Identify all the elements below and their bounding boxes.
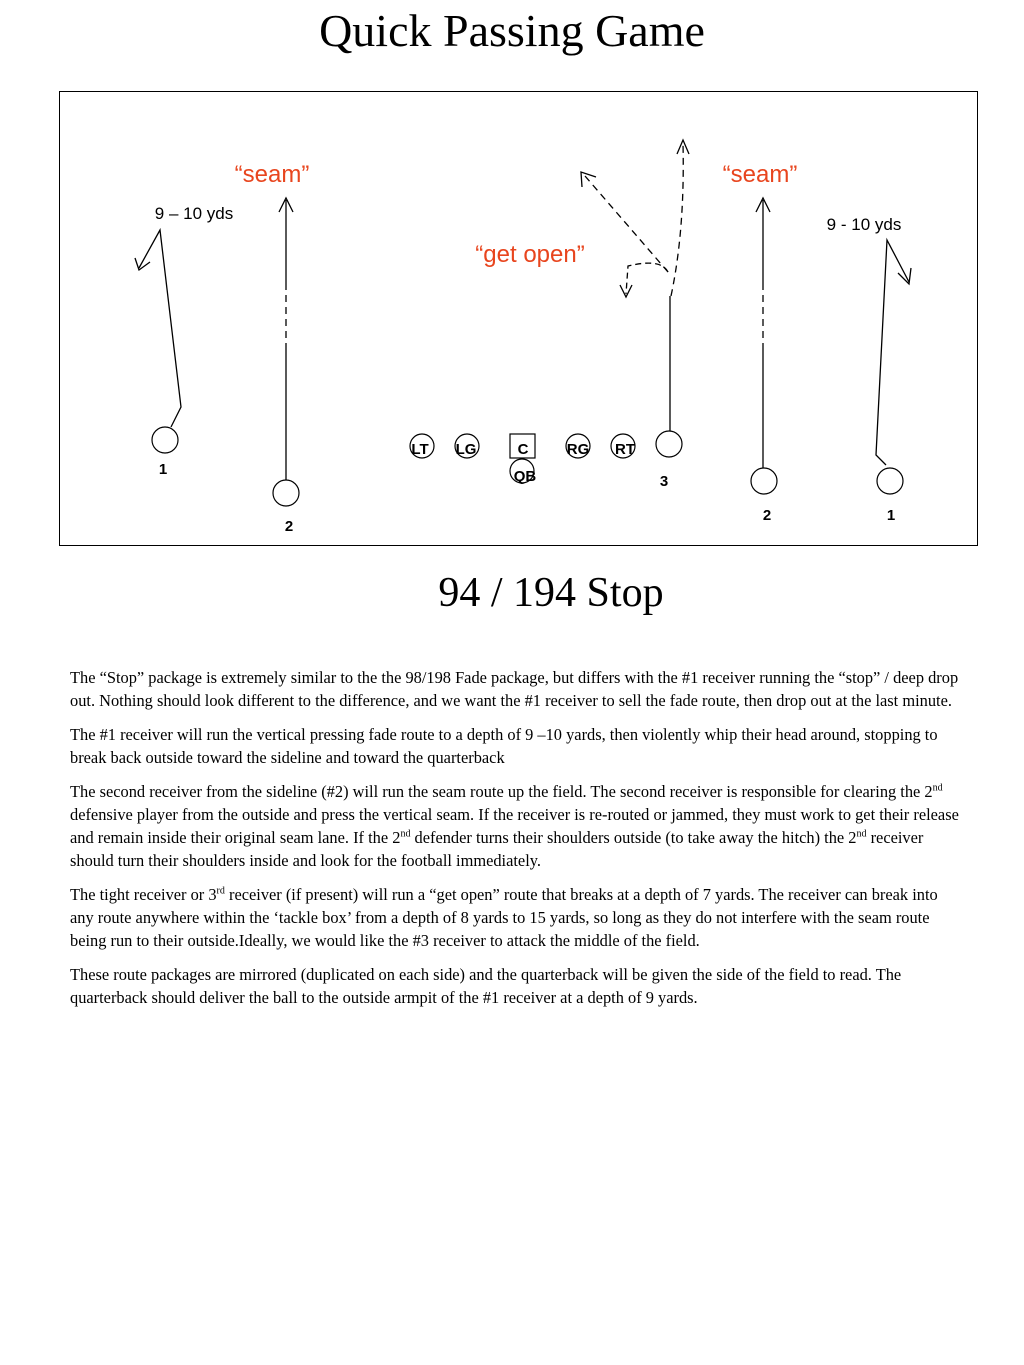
paragraph-stop-package: The “Stop” package is extremely similar to the the 98/198 Fade package, but differs with the #1 receiver running the “stop” / deep drop out. Nothing should look different to the difference, and we want the #1 receiver to sell the fade route, then drop out at the last minute.	[70, 668, 959, 710]
left-tackle-label: LT	[411, 441, 429, 458]
left-seam-route	[279, 198, 293, 480]
play-description	[70, 666, 962, 1020]
paragraph-mirrored-packages: These route packages are mirrored (duplicated on each side) and the quarterback will be given the side of the field to read. The quarterback should deliver the ball to the outside armpit of the #1 receiver at a depth of 9 yards.	[70, 965, 902, 1007]
right-stop-route	[876, 240, 911, 465]
right-seam-route	[756, 198, 770, 468]
right-receiver-2-label: 2	[762, 507, 772, 524]
right-receiver-2-marker	[751, 468, 777, 494]
left-stop-route	[135, 230, 181, 427]
play-diagram-svg	[0, 0, 1024, 560]
get-open-route	[581, 140, 689, 432]
left-stop-arrowhead	[135, 258, 150, 270]
left-receiver-1-label: 1	[158, 461, 168, 478]
left-receiver-2-marker	[273, 480, 299, 506]
left-guard-label: LG	[455, 441, 477, 458]
right-guard-label: RG	[566, 441, 590, 458]
depth-label-left: 9 – 10 yds	[154, 204, 234, 223]
seam-label-left: “seam”	[234, 161, 310, 188]
depth-label-right: 9 - 10 yds	[826, 215, 902, 234]
play-diagram	[0, 0, 1024, 560]
tight-receiver-3-marker	[656, 431, 682, 457]
paragraph-receiver-1: The #1 receiver will run the vertical pressing fade route to a depth of 9 –10 yards, then violently whip their head around, stopping to break back outside toward the sideline and toward the quarterback	[70, 725, 938, 767]
paragraph-receiver-3: The tight receiver or 3rd receiver (if present) will run a “get open” route that breaks at a depth of 7 yards. The receiver can break into any route anywhere within the ‘tackle box’ from a depth of 8 yards to 15 yards, so long as they do not interfere with the seam route being run to their outside.Ideally, we would like the #3 receiver to attack the middle of the field.	[70, 885, 938, 950]
tight-receiver-3-label: 3	[659, 473, 669, 490]
get-open-label: “get open”	[475, 241, 585, 268]
right-tackle-label: RT	[615, 441, 635, 458]
paragraph-receiver-2: The second receiver from the sideline (#2) will run the seam route up the field. The second receiver is responsible for clearing the 2nd defensive player from the outside and press the vertical seam. If the receiver is re-routed or jammed, they must work to get their release and remain inside their original seam lane. If the 2nd defender turns their shoulders outside (to take away the hitch) the 2nd receiver should turn their shoulders inside and look for the football immediately.	[70, 782, 959, 870]
right-stop-arrowhead	[898, 268, 911, 284]
left-receiver-1-marker	[152, 427, 178, 453]
right-receiver-1-marker	[877, 468, 903, 494]
quarterback-label: QB	[513, 468, 537, 485]
right-receiver-1-label: 1	[886, 507, 896, 524]
seam-label-right: “seam”	[722, 161, 798, 188]
play-title: 94 / 194 Stop	[438, 570, 664, 616]
page-title: Quick Passing Game	[319, 5, 705, 56]
left-receiver-2-label: 2	[284, 518, 294, 535]
players	[152, 427, 903, 506]
center-label: C	[517, 441, 529, 458]
